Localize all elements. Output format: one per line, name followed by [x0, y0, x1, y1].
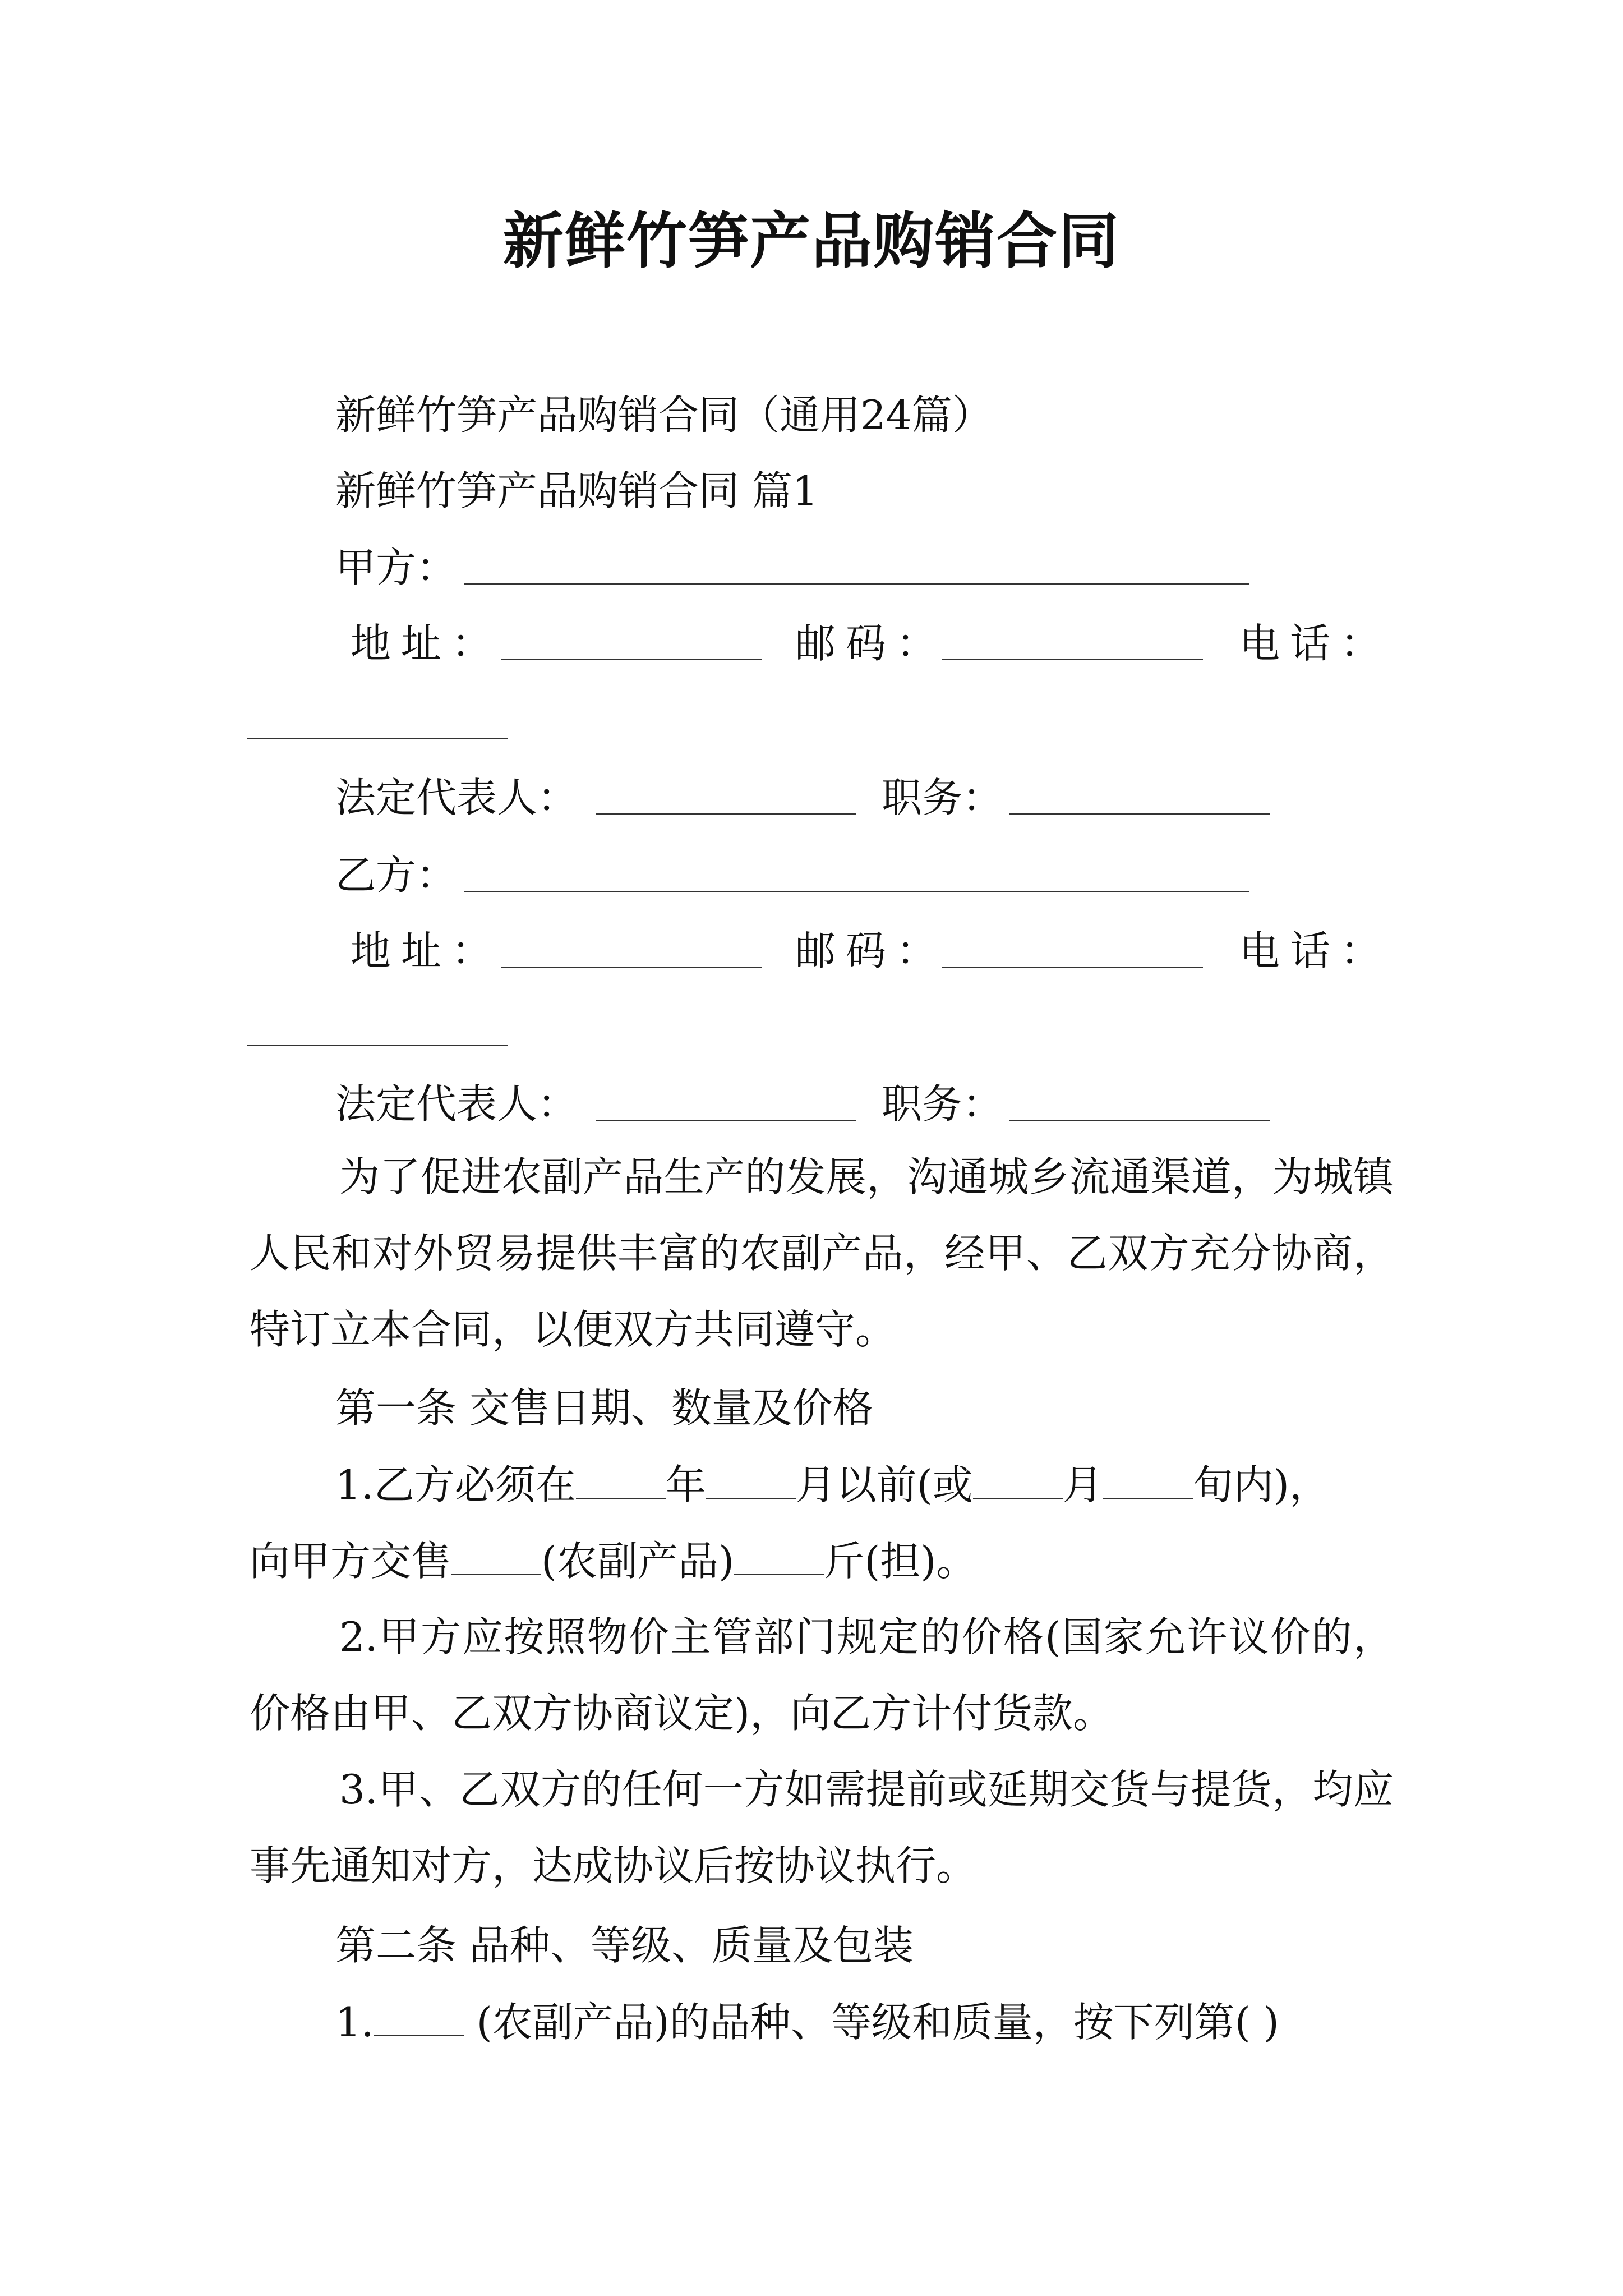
party-a-phone-blank[interactable] [247, 738, 508, 739]
a1-quantity-blank[interactable] [734, 1543, 824, 1575]
party-a-postcode-label: 邮码： [795, 620, 947, 667]
a1-tendays-blank[interactable] [1103, 1466, 1193, 1499]
party-a-position-label: 职务： [882, 774, 1003, 821]
document-title: 新鲜竹笋产品购销合同 [502, 206, 1120, 277]
article1-item2: 2.甲方应按照物价主管部门规定的价格(国家允许议价的，价格由甲、乙双方协商议定)，向乙方计付货款。 [250, 1613, 1394, 1737]
party-b-phone-label: 电话： [1239, 927, 1391, 974]
party-a-position-blank[interactable] [1009, 813, 1270, 815]
article1-item3: 3.甲、乙双方的任何一方如需提前或延期交货与提货，均应事先通知对方，达成协议后按协议执行。 [250, 1766, 1394, 1889]
section-heading: 新鲜竹笋产品购销合同 篇1 [335, 467, 818, 514]
article1-item1-line1 [335, 1457, 1330, 1513]
party-a-blank[interactable] [464, 583, 1249, 585]
a1-product-blank[interactable] [451, 1543, 541, 1575]
a1-p1-line2-part3: 斤(担)。 [824, 1538, 977, 1585]
party-a-address-blank[interactable] [501, 659, 762, 660]
party-a-row [335, 540, 457, 596]
a1-month2-blank[interactable] [973, 1466, 1063, 1499]
intro-paragraph: 为了促进农副产品生产的发展，沟通城乡流通渠道，为城镇人民和对外贸易提供丰富的农副产品，经甲、乙双方充分协商，特订立本合同，以便双方共同遵守。 [250, 1153, 1394, 1353]
a1-p1-tendays: 旬内)， [1192, 1461, 1330, 1508]
article2-title: 第二条 品种、等级、质量及包装 [335, 1922, 914, 1969]
a2-p1-part1: 1. [335, 1999, 374, 2046]
a1-p1-month-before: 月以前(或 [795, 1461, 973, 1508]
document-subtitle: 新鲜竹笋产品购销合同（通用24篇） [335, 392, 993, 439]
party-b-label: 乙方： [335, 852, 457, 899]
article1-item1-line2 [250, 1533, 976, 1589]
a1-p1-line2-part1: 向甲方交售 [250, 1538, 452, 1585]
party-b-blank[interactable] [464, 891, 1249, 892]
party-b-phone-blank[interactable] [247, 1045, 508, 1046]
party-a-rep-label: 法定代表人： [335, 774, 578, 821]
party-a-label: 甲方： [335, 544, 457, 591]
party-a-rep-blank[interactable] [596, 813, 856, 815]
party-b-postcode-blank[interactable] [942, 967, 1203, 968]
a1-p1-year: 年 [665, 1461, 706, 1508]
a1-year-blank[interactable] [576, 1466, 666, 1499]
a1-p1-month: 月 [1062, 1461, 1103, 1508]
party-a-phone-label: 电话： [1239, 620, 1391, 667]
party-b-rep-blank[interactable] [596, 1120, 856, 1121]
party-a-address-label: 地址： [351, 620, 502, 667]
party-a-postcode-blank[interactable] [942, 659, 1203, 660]
a1-p1-line2-part2: (农副产品) [541, 1538, 735, 1585]
party-b-postcode-label: 邮码： [795, 927, 947, 974]
party-b-address-blank[interactable] [501, 967, 762, 968]
party-b-position-blank[interactable] [1009, 1120, 1270, 1121]
a2-p1-part2: (农副产品)的品种、等级和质量，按下列第( ) [463, 1999, 1279, 2046]
article2-item1-line1 [335, 1994, 1279, 2050]
a1-p1-part1: 1.乙方必须在 [335, 1461, 576, 1508]
a1-month-blank[interactable] [706, 1466, 796, 1499]
article1-title: 第一条 交售日期、数量及价格 [335, 1384, 873, 1432]
party-b-address-label: 地址： [351, 927, 502, 974]
party-b-rep-label: 法定代表人： [335, 1080, 578, 1128]
a2-product-blank[interactable] [374, 2004, 464, 2036]
party-b-position-label: 职务： [882, 1080, 1003, 1128]
